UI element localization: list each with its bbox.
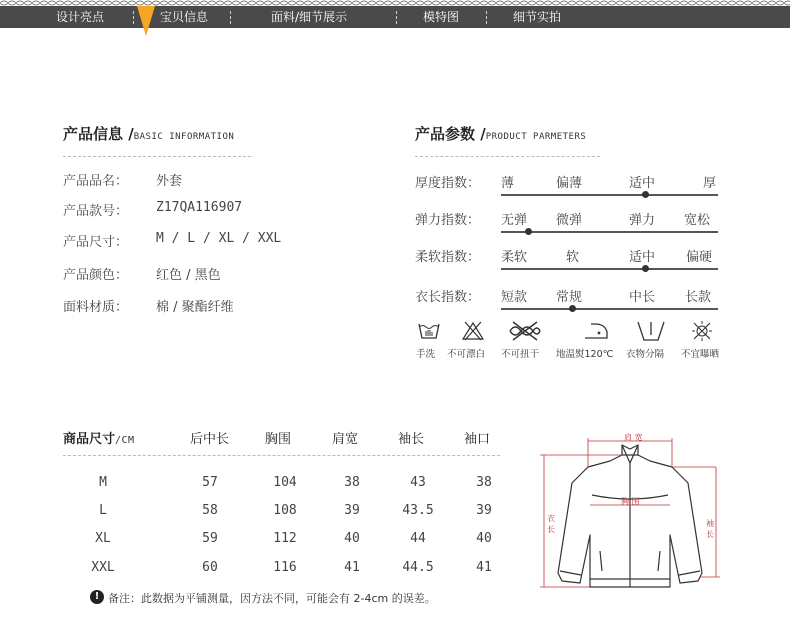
size-table-unit: /CM [115,435,135,446]
notice-icon: ! [90,590,104,604]
nav-item-product-info[interactable]: 宝贝信息 [160,10,209,24]
sleeve-label-char: 袖 [706,519,714,528]
basic-info-title: 产品信息 /BASIC INFORMATION [63,125,235,143]
param-option: 软 [566,250,580,265]
info-label: 产品品名： [63,174,129,189]
table-cell: 108 [273,503,297,518]
size-note: 备注：此数据为平铺测量，因方法不同，可能会有 2-4cm 的误差。 [108,592,436,605]
param-option: 微弹 [556,213,583,228]
info-value-material: 棉 / 聚酯纤维 [156,300,234,315]
care-label: 衣物分隔 [626,349,665,360]
table-cell: 41 [344,560,360,575]
params-subtitle: PRODUCT PARMETERS [485,132,587,142]
param-option: 中长 [629,290,656,305]
param-scale-marker [525,228,532,235]
info-value-colors: 红色 / 黑色 [156,268,221,283]
wash-separately-icon [636,320,660,342]
table-cell: 41 [476,560,492,575]
top-nav [0,0,790,28]
care-label: 不可扭干 [501,349,540,360]
size-cell: L [99,503,107,518]
param-scale-marker [642,265,649,272]
table-cell: 44 [410,531,426,546]
table-cell: 43 [410,475,426,490]
no-wring-icon [507,320,531,342]
sleeve-label-char: 长 [706,530,714,539]
param-option: 适中 [629,250,656,265]
nav-separator [230,11,231,24]
care-label: 手洗 [416,349,436,360]
param-option: 短款 [501,290,528,305]
size-table-column-header: 后中长 [190,432,230,447]
no-bleach-icon [461,320,485,342]
size-table-column-header: 胸围 [265,432,292,447]
size-cell: XXL [91,560,115,575]
size-table-column-header: 袖长 [398,432,425,447]
hand-wash-icon [417,320,441,342]
table-cell: 112 [273,531,297,546]
param-label: 衣长指数： [415,290,481,305]
param-option: 柔软 [501,250,528,265]
nav-separator [486,11,487,24]
info-value-sizes: M / L / XL / XXL [156,231,282,246]
param-option: 宽松 [684,213,711,228]
table-cell: 39 [344,503,360,518]
table-cell: 104 [273,475,297,490]
length-label-char: 衣 [547,514,555,523]
care-label: 地温熨120℃ [556,349,614,360]
table-cell: 58 [202,503,218,518]
param-option: 无弹 [501,213,528,228]
info-label: 面料材质： [63,300,129,315]
table-cell: 40 [476,531,492,546]
active-tab-arrow-icon [137,6,155,36]
param-scale-marker [642,191,649,198]
jacket-measurement-diagram [530,425,730,605]
nav-item-details[interactable]: 细节实拍 [513,10,562,24]
table-cell: 44.5 [402,560,434,575]
table-cell: 38 [344,475,360,490]
table-cell: 39 [476,503,492,518]
param-scale-track [501,268,718,270]
param-scale-marker [569,305,576,312]
info-value-name: 外套 [156,174,183,189]
divider [63,455,500,456]
table-cell: 43.5 [402,503,434,518]
nav-separator [133,11,134,24]
param-scale-track [501,194,718,196]
nav-item-fabric[interactable]: 面料/细节展示 [271,10,348,24]
params-title: 产品参数 /PRODUCT PARMETERS [415,125,587,143]
low-iron-icon [582,320,606,342]
info-label: 产品款号： [63,204,129,219]
param-option: 偏薄 [556,176,583,191]
param-option: 厚 [703,176,717,191]
param-option: 适中 [629,176,656,191]
size-cell: M [99,475,107,490]
info-label: 产品颜色： [63,268,129,283]
param-scale-track [501,308,718,310]
param-option: 常规 [556,290,583,305]
table-cell: 57 [202,475,218,490]
table-cell: 40 [344,531,360,546]
chest-label: 胸 围 [621,497,640,506]
table-cell: 116 [273,560,297,575]
size-cell: XL [95,531,111,546]
care-label: 不宜曝晒 [681,349,720,360]
size-table-column-header: 肩宽 [332,432,359,447]
basic-info-subtitle: BASIC INFORMATION [133,132,235,142]
param-option: 弹力 [629,213,656,228]
param-label: 弹力指数： [415,213,481,228]
nav-separator [396,11,397,24]
param-label: 厚度指数： [415,176,481,191]
param-label: 柔软指数： [415,250,481,265]
param-option: 长款 [685,290,712,305]
param-scale-track [501,231,718,233]
info-value-sku: Z17QA116907 [156,200,243,215]
shoulder-width-label: 肩 宽 [624,433,643,442]
nav-item-model[interactable]: 模特图 [423,10,460,24]
length-label-char: 长 [547,525,555,534]
param-option: 偏硬 [686,250,713,265]
size-table-column-header: 袖口 [464,432,491,447]
nav-item-design[interactable]: 设计亮点 [56,10,105,24]
care-label: 不可漂白 [447,349,486,360]
size-table-title: 商品尺寸/CM [63,432,135,447]
nav-bar [0,6,790,28]
divider [63,156,251,157]
info-label: 产品尺寸： [63,235,129,250]
divider [415,156,600,157]
table-cell: 59 [202,531,218,546]
no-sun-dry-icon [690,320,714,342]
table-cell: 38 [476,475,492,490]
table-cell: 60 [202,560,218,575]
param-option: 薄 [501,176,515,191]
